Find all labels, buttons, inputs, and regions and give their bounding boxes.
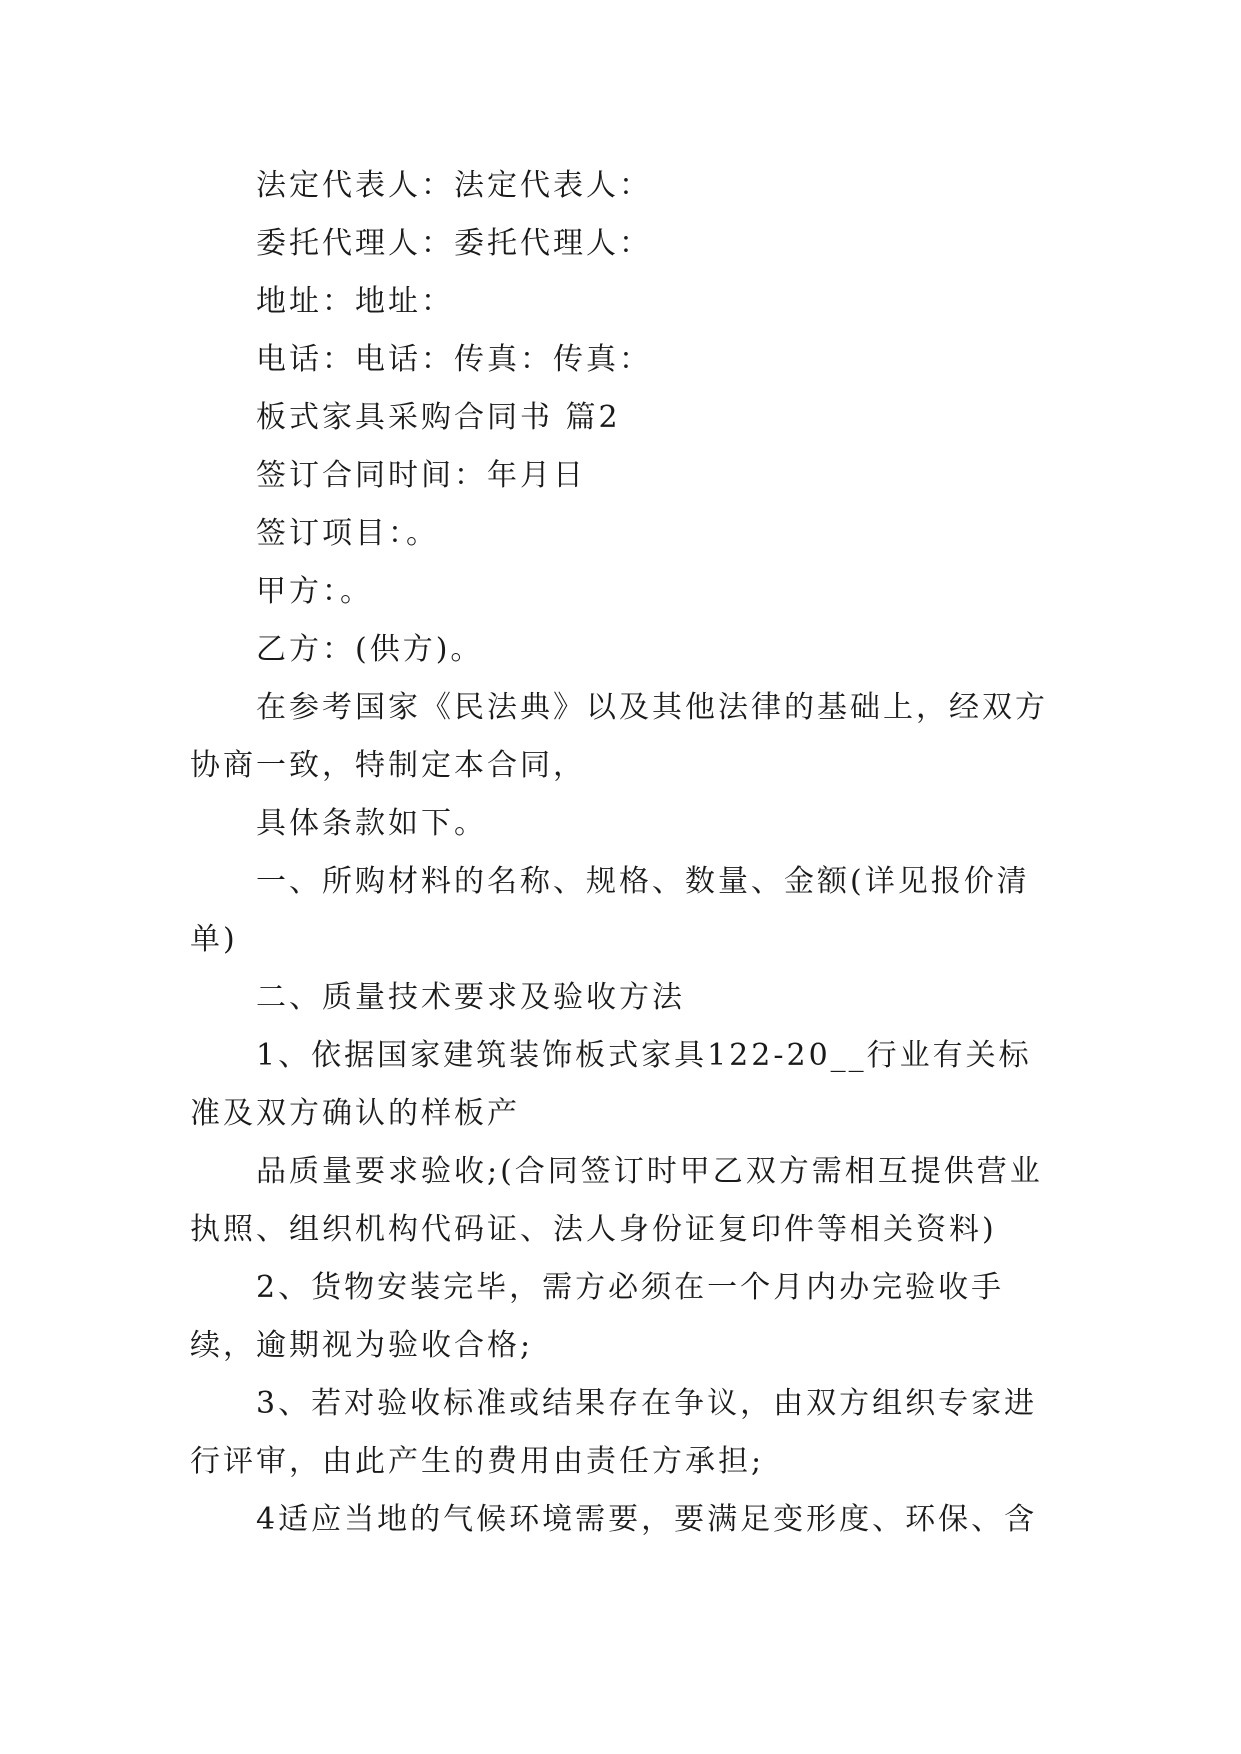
paragraph-party-b: 乙方：(供方)。	[256, 632, 484, 667]
section-title: 板式家具采购合同书 篇2	[256, 400, 621, 435]
clause-2-item-2: 2、货物安装完毕，需方必须在一个月内办完验收手续，逾期视为验收合格;	[190, 1270, 1005, 1363]
clause-2-quality: 二、质量技术要求及验收方法	[256, 980, 685, 1015]
document-body	[190, 157, 1060, 1549]
paragraph-project: 签订项目：。	[256, 516, 439, 551]
clause-2-item-4: 4适应当地的气候环境需要，要满足变形度、环保、含	[256, 1502, 1038, 1537]
paragraph-party-a: 甲方：。	[256, 574, 373, 609]
clause-2-item-3: 3、若对验收标准或结果存在争议，由双方组织专家进行评审，由此产生的费用由责任方承担;	[190, 1386, 1038, 1479]
paragraph-terms-intro: 具体条款如下。	[256, 806, 487, 841]
paragraph-agent: 委托代理人：委托代理人：	[256, 226, 652, 261]
paragraph-phone-fax: 电话：电话：传真：传真：	[256, 342, 652, 377]
clause-2-item-1: 1、依据国家建筑装饰板式家具122-20__行业有关标准及双方确认的样板产	[190, 1038, 1032, 1131]
clause-1-materials: 一、所购材料的名称、规格、数量、金额(详见报价清单)	[190, 864, 1030, 957]
clause-2-item-1-cont: 品质量要求验收;(合同签订时甲乙双方需相互提供营业执照、组织机构代码证、法人身份证复印件等相关资料)	[190, 1154, 1043, 1247]
paragraph-sign-date: 签订合同时间：年月日	[256, 458, 586, 493]
paragraph-legal-rep: 法定代表人：法定代表人：	[256, 168, 652, 203]
paragraph-address: 地址：地址：	[256, 284, 454, 319]
paragraph-preamble: 在参考国家《民法典》以及其他法律的基础上，经双方协商一致，特制定本合同，	[190, 690, 1048, 783]
